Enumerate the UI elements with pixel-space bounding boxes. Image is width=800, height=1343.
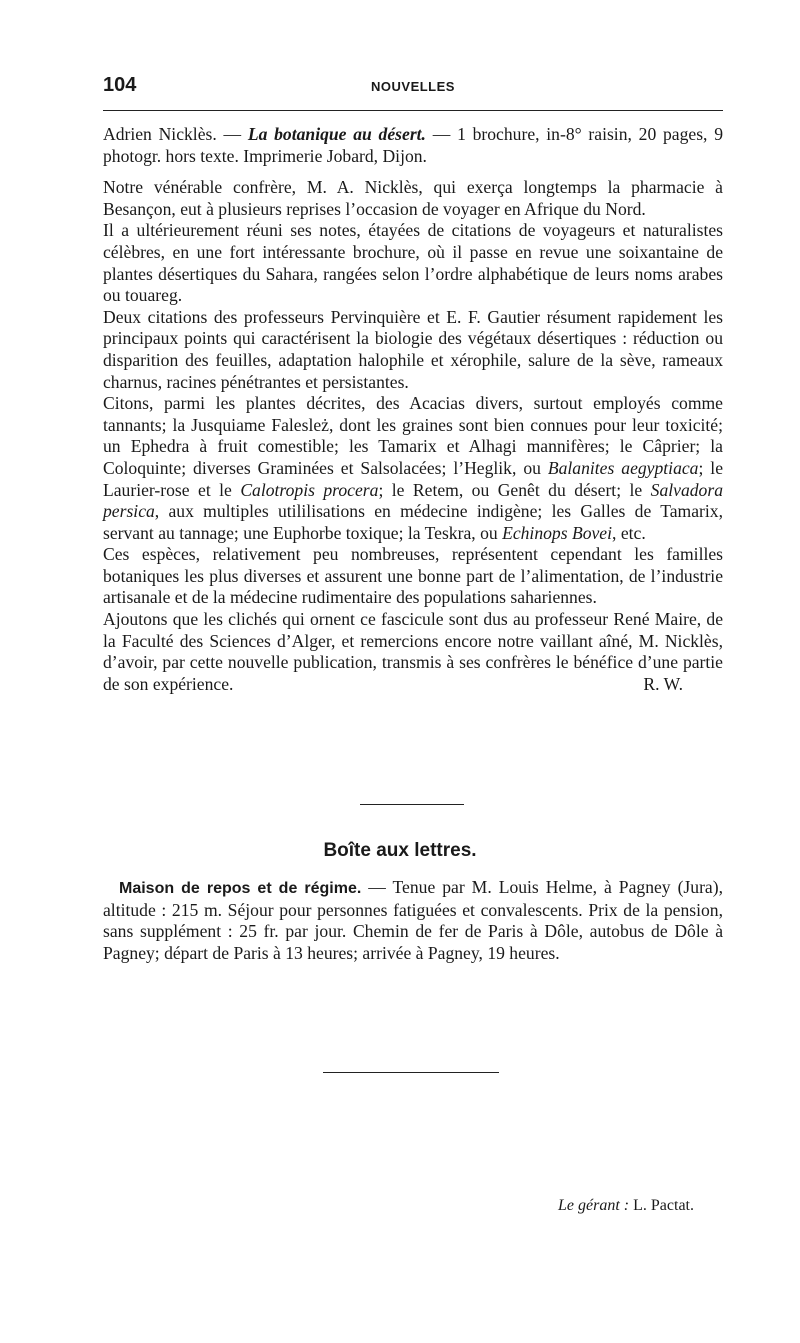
running-head: NOUVELLES xyxy=(371,79,455,94)
text-run: , aux multiples utililisations en médecine indigène; les Galles de Tamarix, servant au tannage; une Euphorbe toxique; la Teskra, ou xyxy=(103,501,723,543)
review-closing-text: Ajoutons que les clichés qui ornent ce fascicule sont dus au professeur René Maire, de la Faculté des Sciences d’Alger, et remercions encore notre vaillant aîné, M. Nicklès, d’avoir, par cette nouvelle publication, transmis à ses confrères le bénéfice d’une partie de son expérience. xyxy=(103,609,723,694)
review-paragraph-5: Ces espèces, relativement peu nombreuses, représentent cependant les familles botaniques les plus diverses et assurent une bonne part de l’alimentation, de l’industrie artisanale et de la médecine rudimentaire des populations sahariennes. xyxy=(103,544,723,608)
review-signature: R. W. xyxy=(643,673,683,694)
species-name: Echinops Bovei xyxy=(502,522,613,543)
section-title: Boîte aux lettres. xyxy=(323,840,477,861)
page-header xyxy=(103,74,723,98)
review-citation xyxy=(103,124,723,167)
review-paragraph-2: Il a ultérieurement réuni ses notes, étayées de citations de voyageurs et naturalistes célèbres, en une fort intéressante brochure, où il passe en revue une soixantaine de plantes désertiques du Sahara, rangées selon l’ordre alphabétique de leurs noms arabes ou touareg. xyxy=(103,220,723,306)
section-divider xyxy=(360,804,464,805)
footer-label: Le gérant : xyxy=(558,1197,630,1214)
end-rule xyxy=(323,1072,499,1073)
text-run: ; le Retem, ou Genêt du désert; le xyxy=(378,479,651,500)
letters-section xyxy=(103,877,723,964)
review-paragraph-4 xyxy=(103,393,723,544)
review-book-title: La botanique au désert. xyxy=(247,124,426,144)
entry-text: — Tenue par M. Louis Helme, à Pagney (Jura), altitude : 215 m. Séjour pour personnes fatiguées et convalescents. Prix de la pension, sans supplément : 25 fr. par jour. Chemin de fer de Paris à Dôle, autobus de Dôle à Pagney; départ de Paris à 13 heures; arrivée à Pagney, 19 heures. xyxy=(103,877,723,963)
text-run: Citons, parmi les plantes décrites, des Acacias divers, surtout employés comme tannants; la Jusquiame Falesleż, dont les graines sont bien connues pour leur toxicité; un Ephedra à fruit comestible; les Tamarix et Alhagi mannifères; le Câprier; la Coloquinte; diverses Graminées et Salsolacées; l’Heglik, ou xyxy=(103,393,723,478)
footer-name: L. Pactat. xyxy=(633,1197,694,1214)
book-review xyxy=(103,124,723,695)
letters-entry xyxy=(103,877,723,964)
species-name: Salvadora persica xyxy=(103,479,723,522)
review-dash: — xyxy=(216,124,248,144)
text-run: ; le Laurier-rose et le xyxy=(103,457,723,500)
review-paragraph-6 xyxy=(103,609,723,695)
review-paragraph-1: Notre vénérable confrère, M. A. Nicklès, qui exerça longtemps la pharmacie à Besançon, eut à plusieurs reprises l’occasion de voyager en Afrique du Nord. xyxy=(103,177,723,219)
header-rule xyxy=(103,110,723,111)
footer xyxy=(558,1197,694,1215)
review-paragraph-3: Deux citations des professeurs Pervinquière et E. F. Gautier résument rapidement les principaux points qui caractérisent la biologie des végétaux désertiques : réduction ou disparition des feuilles, adaptation halophile et xérophile, salure de la sève, rameaux charnus, racines pénétrantes et persistantes. xyxy=(103,306,723,392)
species-name: Balanites aegyptiaca xyxy=(547,457,699,478)
review-book-details: — 1 brochure, in-8° raisin, 20 pages, 9 photogr. hors texte. Imprimerie Jobard, Dijon. xyxy=(103,124,723,166)
text-run: , etc. xyxy=(612,522,646,543)
spacer xyxy=(103,167,723,177)
species-name: Calotropis procera xyxy=(240,479,379,500)
page-number: 104 xyxy=(103,74,137,96)
entry-label: Maison de repos et de régime. xyxy=(119,880,362,897)
review-author: Adrien Nicklès. xyxy=(103,124,217,144)
